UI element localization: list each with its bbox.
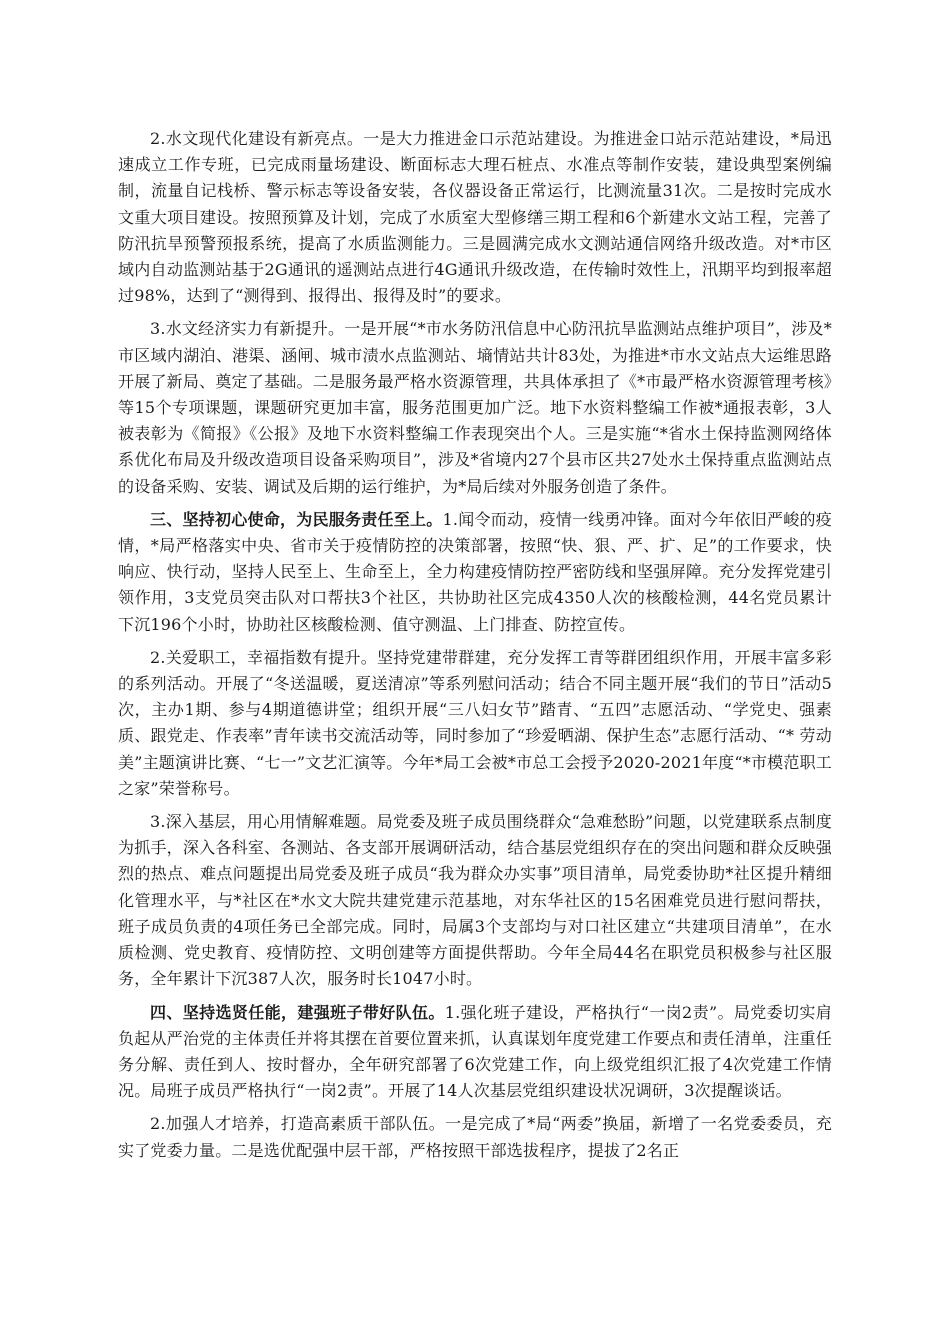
- paragraph-text: 2.关爱职工，幸福指数有提升。坚持党建带群建，充分发挥工青等群团组织作用，开展丰富多彩的系列活动。开展了“冬送温暖，夏送清凉”等系列慰问活动；结合不同主题开展“我们的节日”活动5次，主办1期、参与4期道德讲堂；组织开展“三八妇女节”踏青、“五四”志愿活动、“学党史、强素质、跟党走、作表率”青年读书交流活动等，同时参加了“珍爱晒湖、保护生态”志愿行活动、“* 劳动美”主题演讲比赛、“七一”文艺汇演等。今年*局工会被*市总工会授予2020-2021年度“*市模范职工之家”荣誉称号。: [118, 647, 832, 798]
- paragraph-talent-training: [118, 1111, 832, 1163]
- section-heading: 三、坚持初心使命，为民服务责任至上。: [150, 509, 443, 529]
- document-page: [118, 126, 832, 1171]
- paragraph-text: 2.水文现代化建设有新亮点。一是大力推进金口示范站建设。为推进金口站示范站建设，*局迅速成立工作专班，已完成雨量场建设、断面标志大理石桩点、水准点等制作安装，建设典型案例编制，流量自记栈桥、警示标志等设备安装，各仪器设备正常运行，比测流量31次。二是按时完成水文重大项目建设。按照预算及计划，完成了水质室大型修缮三期工程和6个新建水文站工程，完善了防汛抗旱预警预报系统，提高了水质监测能力。三是圆满完成水文测站通信网络升级改造。对*市区域内自动监测站基于2G通讯的遥测站点进行4G通讯升级改造，在传输时效性上，汛期平均到报率超过98%，达到了“测得到、报得出、报得及时”的要求。: [118, 129, 832, 306]
- paragraph-text: 1.闻令而动，疫情一线勇冲锋。面对今年依旧严峻的疫情，*局严格落实中央、省市关于疫情防控的决策部署，按照“快、狠、严、扩、足”的工作要求，快响应、快行动，坚持人民至上、生命至上，全力构建疫情防控严密防线和坚强屏障。充分发挥党建引领作用，3支党员突击队对口帮扶3个社区，共协助社区完成4350人次的核酸检测，44名党员累计下沉196个小时，协助社区核酸检测、值守测温、上门排查、防控宣传。: [118, 509, 832, 634]
- paragraph-hydrology-modernization: [118, 126, 832, 309]
- paragraph-text: 3.水文经济实力有新提升。一是开展“*市水务防汛信息中心防汛抗旱监测站点维护项目”，涉及*市区域内湖泊、港渠、涵闸、城市渍水点监测站、墒情站共计83处，为推进*市水文站点大运维思路开展了新局、奠定了基础。二是服务最严格水资源管理，共具体承担了《*市最严格水资源管理考核》等15个专项课题，课题研究更加丰富，服务范围更加广泛。地下水资料整编工作被*通报表彰，3人被表彰为《简报》《公报》及地下水资料整编工作表现突出个人。三是实施“*省水土保持监测网络体系优化布局及升级改造项目设备采购项目”，涉及*省境内27个县市区共27处水土保持重点监测站点的设备采购、安装、调试及后期的运行维护，为*局后续对外服务创造了条件。: [118, 319, 832, 496]
- paragraph-section-three: [118, 507, 832, 638]
- paragraph-hydrology-economy: [118, 316, 832, 499]
- paragraph-care-staff: [118, 645, 832, 802]
- paragraph-text: 1.强化班子建设，严格执行“一岗2责”。局党委切实肩负起从严治党的主体责任并将其摆在首要位置来抓，认真谋划年度党建工作要点和责任清单，注重任务分解、责任到人、按时督办，全年研究部署了6次党建工作，向上级党组织汇报了4次党建工作情况。局班子成员严格执行“一岗2责”。开展了14人次基层党组织建设状况调研，3次提醒谈话。: [118, 1002, 832, 1101]
- paragraph-grassroots: [118, 809, 832, 992]
- section-heading: 四、坚持选贤任能，建强班子带好队伍。: [150, 1002, 445, 1022]
- paragraph-text: 3.深入基层，用心用情解难题。局党委及班子成员围绕群众“急难愁盼”问题，以党建联系点制度为抓手，深入各科室、各测站、各支部开展调研活动，结合基层党组织存在的突出问题和群众反映强烈的热点、难点问题提出局党委及班子成员“我为群众办实事”项目清单，局党委协助*社区提升精细化管理水平，与*社区在*水文大院共建党建示范基地，对东华社区的15名困难党员进行慰问帮扶，班子成员负责的4项任务已全部完成。同时，局属3个支部均与对口社区建立“共建项目清单”，在水质检测、党史教育、疫情防控、文明创建等方面提供帮助。今年全局44名在职党员积极参与社区服务，全年累计下沉387人次，服务时长1047小时。: [118, 812, 832, 989]
- paragraph-section-four: [118, 1000, 832, 1105]
- paragraph-text: 2.加强人才培养，打造高素质干部队伍。一是完成了*局“两委”换届，新增了一名党委委员，充实了党委力量。二是选优配强中层干部，严格按照干部选拔程序，提拔了2名正: [118, 1114, 832, 1160]
